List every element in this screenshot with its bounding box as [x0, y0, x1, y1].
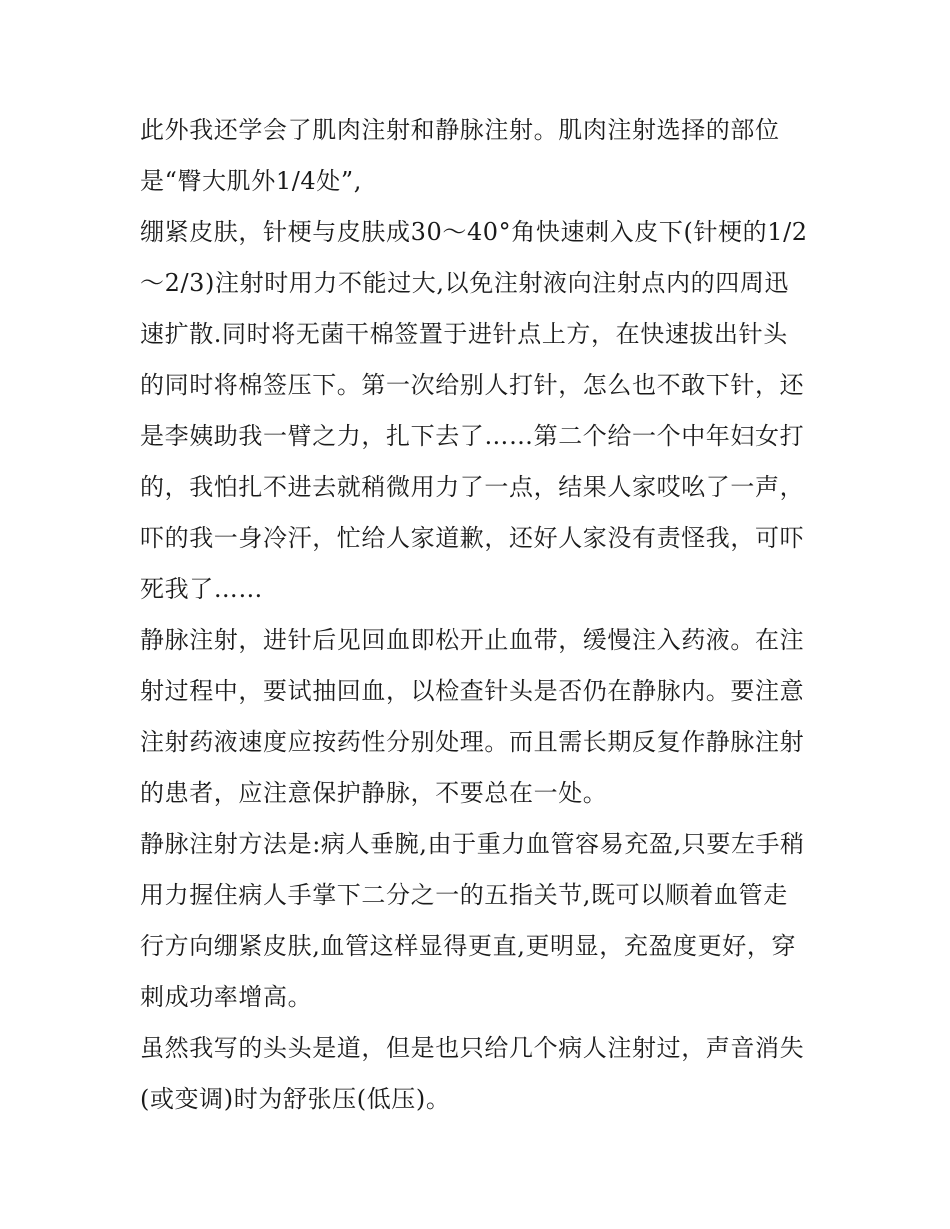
- text-line: 行方向绷紧皮肤,血管这样显得更直,更明显，充盈度更好，穿: [140, 932, 797, 960]
- document-body: [140, 105, 816, 1125]
- text-line: 静脉注射方法是:病人垂腕,由于重力血管容易充盈,只要左手稍: [140, 830, 805, 858]
- text-line: 射过程中，要试抽回血，以检查针头是否仍在静脉内。要注意: [140, 677, 805, 705]
- paragraph-intramuscular-intro: [140, 105, 816, 207]
- text-line: 静脉注射，进针后见回血即松开止血带，缓慢注入药液。在注: [140, 626, 805, 654]
- text-line: 死我了……: [140, 575, 263, 603]
- text-line: 是“臀大肌外1/4处”,: [140, 167, 362, 195]
- paragraph-intravenous-injection: [140, 615, 816, 819]
- text-line: 速扩散.同时将无菌干棉签置于进针点上方，在快速拔出针头: [140, 320, 788, 348]
- text-line: 刺成功率增高。: [140, 983, 313, 1011]
- text-line: 虽然我写的头头是道，但是也只给几个病人注射过，声音消失: [140, 1034, 805, 1062]
- text-line: 用力握住病人手掌下二分之一的五指关节,既可以顺着血管走: [140, 881, 788, 909]
- text-line: 绷紧皮肤，针梗与皮肤成30～40°角快速刺入皮下(针梗的1/2: [140, 218, 808, 246]
- text-line: 的同时将棉签压下。第一次给别人打针，怎么也不敢下针，还: [140, 371, 805, 399]
- text-line: 是李姨助我一臂之力，扎下去了……第二个给一个中年妇女打: [140, 422, 805, 450]
- paragraph-conclusion: [140, 1023, 816, 1125]
- paragraph-intravenous-method: [140, 819, 816, 1023]
- text-line: 此外我还学会了肌肉注射和静脉注射。肌肉注射选择的部位: [140, 116, 780, 144]
- text-line: 吓的我一身冷汗，忙给人家道歉，还好人家没有责怪我，可吓: [140, 524, 805, 552]
- text-line: 的，我怕扎不进去就稍微用力了一点，结果人家哎吆了一声，: [140, 473, 805, 501]
- text-line: (或变调)时为舒张压(低压)。: [140, 1085, 451, 1113]
- paragraph-intramuscular-technique: [140, 207, 816, 615]
- text-line: ～2/3)注射时用力不能过大,以免注射液向注射点内的四周迅: [140, 269, 790, 297]
- text-line: 的患者，应注意保护静脉，不要总在一处。: [140, 779, 608, 807]
- text-line: 注射药液速度应按药性分别处理。而且需长期反复作静脉注射: [140, 728, 805, 756]
